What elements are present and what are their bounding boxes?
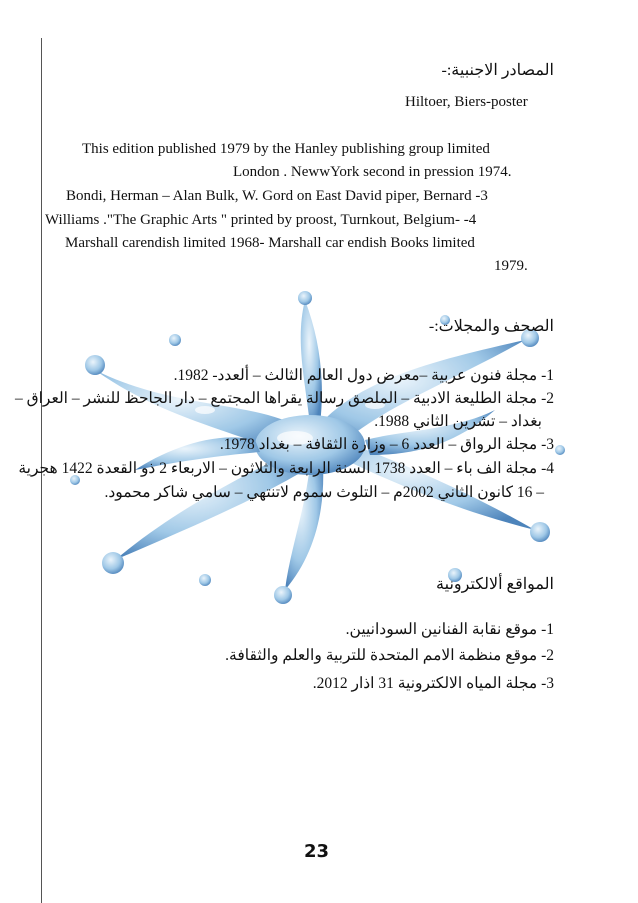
magazine-line: 1- مجلة فنون عربية –معرض دول العالم الثالث – ألعدد- 1982. — [173, 367, 554, 384]
page-number: 23 — [304, 841, 330, 862]
source-line: This edition published 1979 by the Hanley publishing group limited — [82, 141, 490, 157]
source-line: Williams ."The Graphic Arts " printed by proost, Turnkout, Belgium- -4 — [45, 212, 477, 228]
website-line: 2- موقع منظمة الامم المتحدة للتربية والعلم والثقافة. — [225, 647, 554, 664]
source-line: 1979. — [494, 258, 528, 274]
magazine-line: 4- مجلة الف باء – العدد 1738 السنة الرابعة والثلاثون – الاربعاء 2 ذو القعدة 1422 هجرية — [18, 460, 554, 477]
foreign-sources-heading: المصادر الاجنبية:- — [441, 62, 554, 79]
source-line: London . NewwYork second in pression 1974. — [233, 164, 512, 180]
website-line: 3- مجلة المياه الالكترونية 31 اذار 2012. — [312, 675, 554, 692]
source-line: Bondi, Herman – Alan Bulk, W. Gord on East David piper, Bernard -3 — [66, 188, 488, 204]
source-line: Hiltoer, Biers-poster — [405, 94, 528, 110]
websites-heading: المواقع ألالكترونية — [436, 576, 554, 593]
source-line: Marshall carendish limited 1968- Marshall car endish Books limited — [65, 235, 475, 251]
magazines-heading: الصحف والمجلات:- — [428, 318, 554, 335]
magazine-line: – 16 كانون الثاني 2002م – التلوث سموم لاتنتهي – سامي شاكر محمود. — [104, 484, 544, 501]
website-line: 1- موقع نقابة الفنانين السودانيين. — [345, 621, 554, 638]
magazine-line: بغداد – تشرين الثاني 1988. — [374, 413, 542, 430]
magazine-line: 3- مجلة الرواق – العدد 6 – وزارة الثقافة – بغداد 1978. — [219, 436, 554, 453]
magazine-line: 2- مجلة الطليعة الادبية – الملصق رسالة يقراها المجتمع – دار الجاحظ للنشر – العراق – — [14, 390, 554, 407]
